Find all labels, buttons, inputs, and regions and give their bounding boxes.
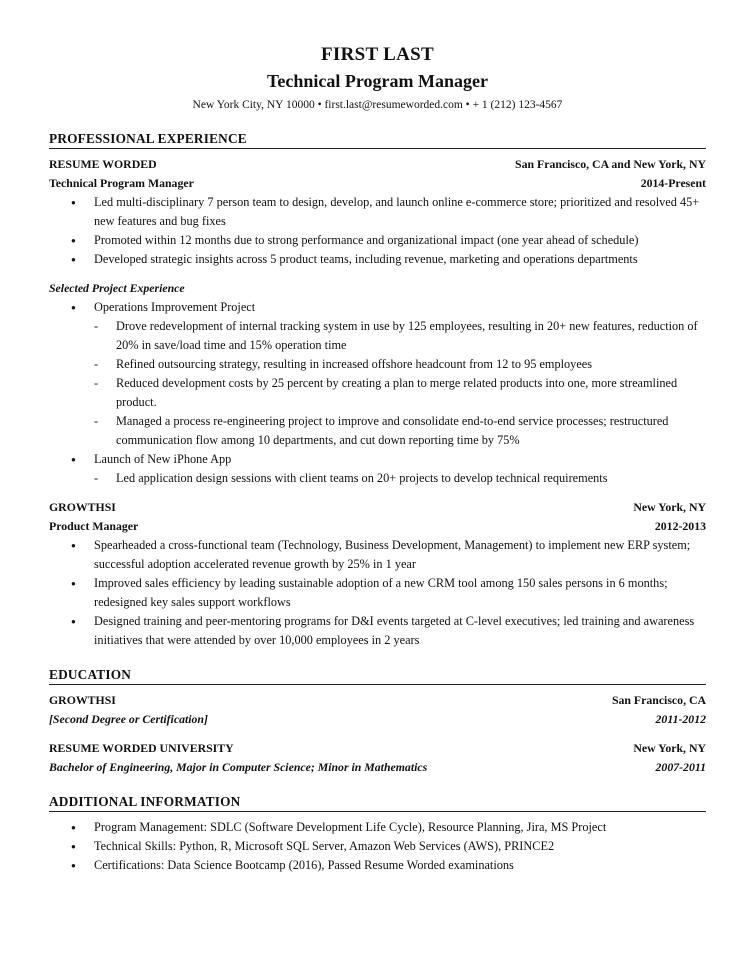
section-heading-experience: PROFESSIONAL EXPERIENCE xyxy=(49,130,706,149)
projects-subheading: Selected Project Experience xyxy=(49,281,185,295)
list-item: - Refined outsourcing strategy, resulting in increased offshore headcount from 12 to 95 employees xyxy=(94,355,706,374)
school-name: GROWTHSI xyxy=(49,693,116,707)
job-entry-resume-worded xyxy=(49,155,706,488)
job-location: San Francisco, CA and New York, NY xyxy=(515,157,706,171)
list-item: ● Promoted within 12 months due to strong performance and organizational impact (one year ahead of schedule) xyxy=(49,231,706,250)
list-item: - Led application design sessions with client teams on 20+ projects to develop technical requirements xyxy=(94,469,706,488)
job-bullets xyxy=(49,536,706,650)
education-degree-row xyxy=(49,758,706,777)
project-name: Operations Improvement Project xyxy=(94,300,256,314)
list-item: ● Spearheaded a cross-functional team (Technology, Business Development, Management) to implement new ERP system; successful adoption accelerated revenue growth by 25% in 1 year xyxy=(49,536,706,574)
list-item: ● Improved sales efficiency by leading sustainable adoption of a new CRM tool among 150 sales persons in 6 months; redesigned key sales support workflows xyxy=(49,574,706,612)
education-header-row xyxy=(49,739,706,758)
education-header-row xyxy=(49,691,706,710)
list-item: ● Program Management: SDLC (Software Development Life Cycle), Resource Planning, Jira, MS Project xyxy=(49,818,706,837)
section-heading-education: EDUCATION xyxy=(49,666,706,685)
list-item: - Reduced development costs by 25 percent by creating a plan to merge related products into one, more streamlined product. xyxy=(94,374,706,412)
project-details xyxy=(94,317,706,450)
job-dates: 2012-2013 xyxy=(654,519,706,533)
list-item: ● Technical Skills: Python, R, Microsoft SQL Server, Amazon Web Services (AWS), PRINCE2 xyxy=(49,837,706,856)
list-item: ● Led multi-disciplinary 7 person team to design, develop, and launch online e-commerce store; prioritized and resolved 45+ new features and bug fixes xyxy=(49,193,706,231)
job-header-row xyxy=(49,498,706,517)
list-item: ● Certifications: Data Science Bootcamp (2016), Passed Resume Worded examinations xyxy=(49,856,706,875)
project-list xyxy=(49,298,706,488)
job-location: New York, NY xyxy=(633,500,706,514)
list-item: - Managed a process re-engineering project to improve and consolidate end-to-end service processes; restructured communication flow among 10 departments, and cut down reporting time by 75% xyxy=(94,412,706,450)
list-item: ● Designed training and peer-mentoring programs for D&I events targeted at C-level executives; led training and awareness initiatives that were attended by over 10,000 employees in 2 years xyxy=(49,612,706,650)
project-name: Launch of New iPhone App xyxy=(94,452,232,466)
candidate-title: Technical Program Manager xyxy=(267,71,488,91)
school-location: New York, NY xyxy=(633,741,706,755)
job-dates: 2014-Present xyxy=(640,176,706,190)
project-details xyxy=(94,469,706,488)
job-role: Product Manager xyxy=(49,519,139,533)
company-name: RESUME WORDED xyxy=(49,157,157,171)
project-item xyxy=(49,450,706,488)
education-entry xyxy=(49,691,706,729)
section-heading-additional: ADDITIONAL INFORMATION xyxy=(49,793,706,812)
list-item: - Drove redevelopment of internal tracking system in use by 125 employees, resulting in 20+ new features, reduction of 20% in save/load time and 15% operation time xyxy=(94,317,706,355)
job-role: Technical Program Manager xyxy=(49,176,194,190)
job-entry-growthsi xyxy=(49,498,706,650)
school-name: RESUME WORDED UNIVERSITY xyxy=(49,741,234,755)
additional-list xyxy=(49,818,706,875)
degree: [Second Degree or Certification] xyxy=(49,712,208,726)
school-location: San Francisco, CA xyxy=(611,693,706,707)
contact-line: New York City, NY 10000 • first.last@resumeworded.com • + 1 (212) 123-4567 xyxy=(192,99,563,111)
project-item xyxy=(49,298,706,450)
job-header-row xyxy=(49,155,706,174)
education-dates: 2011-2012 xyxy=(655,712,706,726)
job-bullets xyxy=(49,193,706,269)
education-dates: 2007-2011 xyxy=(655,760,706,774)
job-role-row xyxy=(49,174,706,193)
degree: Bachelor of Engineering, Major in Computer Science; Minor in Mathematics xyxy=(49,760,428,774)
candidate-name: FIRST LAST xyxy=(320,44,434,65)
company-name: GROWTHSI xyxy=(49,500,116,514)
education-entry xyxy=(49,739,706,777)
education-degree-row xyxy=(49,710,706,729)
job-role-row xyxy=(49,517,706,536)
list-item: ● Developed strategic insights across 5 product teams, including revenue, marketing and operations departments xyxy=(49,250,706,269)
